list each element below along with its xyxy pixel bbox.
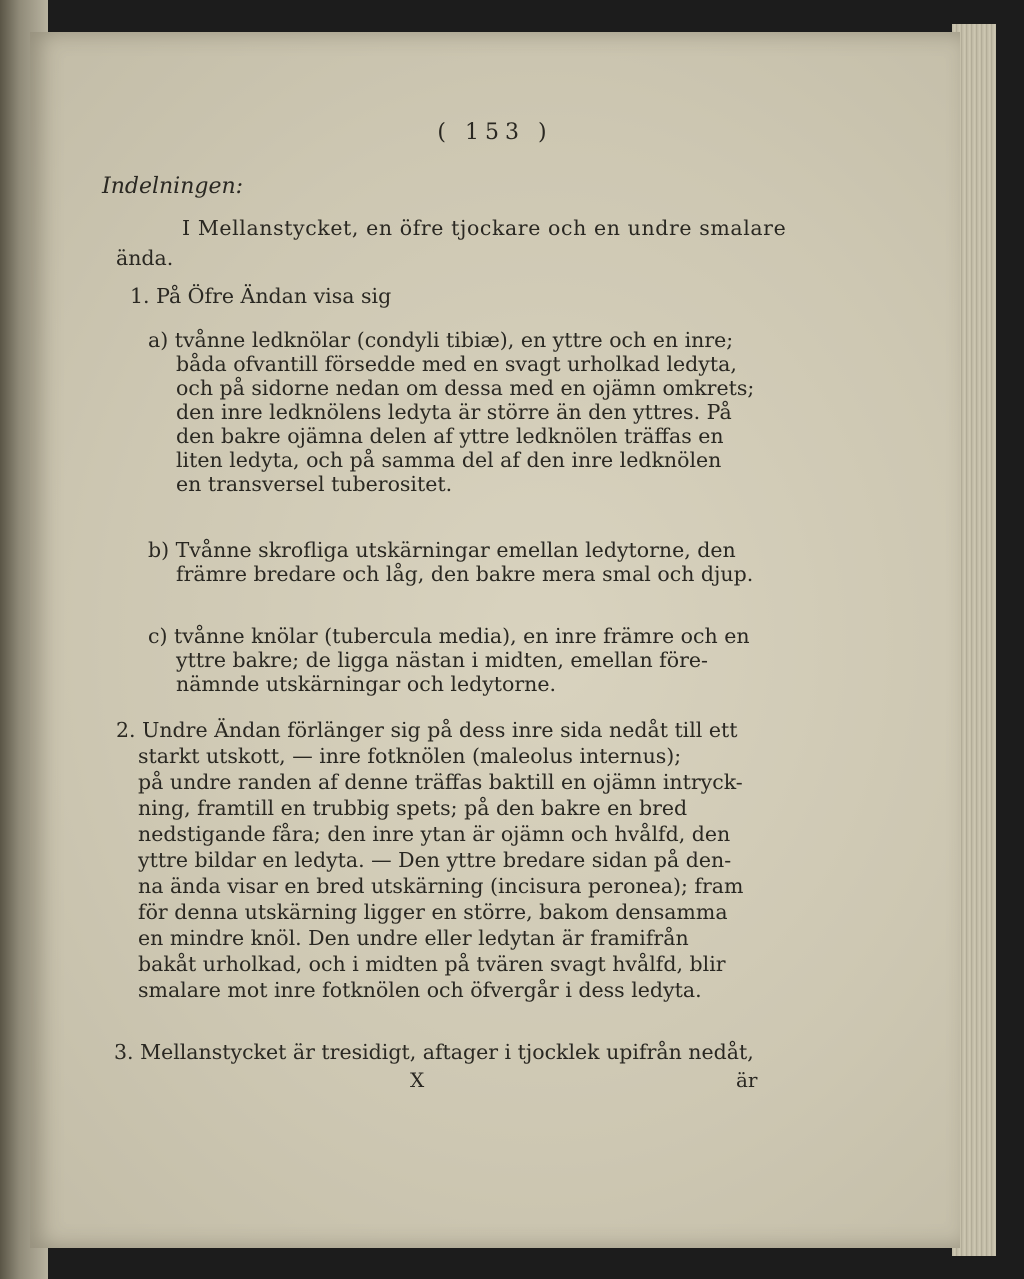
text-line: för denna utskärning ligger en större, bakom densamma — [138, 900, 728, 924]
text-line: na ända visar en bred utskärning (incisura peronea); fram — [138, 874, 744, 898]
text-line: c) tvånne knölar (tubercula media), en inre främre och en — [148, 624, 750, 648]
text-line: yttre bildar en ledyta. — Den yttre bredare sidan på den- — [138, 848, 732, 872]
text-line: I Mellanstycket, en öfre tjockare och en undre smalare — [182, 216, 787, 240]
text-line: b) Tvånne skrofliga utskärningar emellan ledytorne, den — [148, 538, 736, 562]
text-line: 3. Mellanstycket är tresidigt, aftager i tjocklek upifrån nedåt, — [114, 1040, 754, 1064]
signature-mark: X — [410, 1068, 425, 1092]
text-line: starkt utskott, — inre fotknölen (maleolus internus); — [138, 744, 682, 768]
text-line: ända. — [116, 246, 174, 270]
text-line: 2. Undre Ändan förlänger sig på dess inre sida nedåt till ett — [116, 718, 738, 742]
page-text — [30, 32, 960, 1248]
catchword: är — [736, 1068, 758, 1092]
text-line: främre bredare och låg, den bakre mera smal och djup. — [176, 562, 754, 586]
text-line: på undre randen af denne träffas baktill en ojämn intryck- — [138, 770, 743, 794]
text-line: nedstigande fåra; den inre ytan är ojämn och hvålfd, den — [138, 822, 731, 846]
text-line: nämnde utskärningar och ledytorne. — [176, 672, 557, 696]
text-line: en mindre knöl. Den undre eller ledytan är framifrån — [138, 926, 689, 950]
text-line: smalare mot inre fotknölen och öfvergår i dess ledyta. — [138, 978, 702, 1002]
text-line: den inre ledknölens ledyta är större än den yttres. På — [176, 400, 732, 424]
text-line: liten ledyta, och på samma del af den inre ledknölen — [176, 448, 722, 472]
text-line: en transversel tuberositet. — [176, 472, 453, 496]
book-page — [30, 32, 960, 1248]
text-line: den bakre ojämna delen af yttre ledknölen träffas en — [176, 424, 724, 448]
text-line: ning, framtill en trubbig spets; på den bakre en bred — [138, 796, 688, 820]
section-heading: Indelningen: — [102, 174, 244, 199]
text-line: båda ofvantill försedde med en svagt urholkad ledyta, — [176, 352, 737, 376]
text-line: a) tvånne ledknölar (condyli tibiæ), en yttre och en inre; — [148, 328, 734, 352]
page-number: ( 153 ) — [437, 120, 553, 145]
text-line: bakåt urholkad, och i midten på tvären svagt hvålfd, blir — [138, 952, 726, 976]
text-line: yttre bakre; de ligga nästan i midten, emellan före- — [176, 648, 708, 672]
text-line: och på sidorne nedan om dessa med en ojämn omkrets; — [176, 376, 755, 400]
text-line: 1. På Öfre Ändan visa sig — [130, 284, 392, 308]
